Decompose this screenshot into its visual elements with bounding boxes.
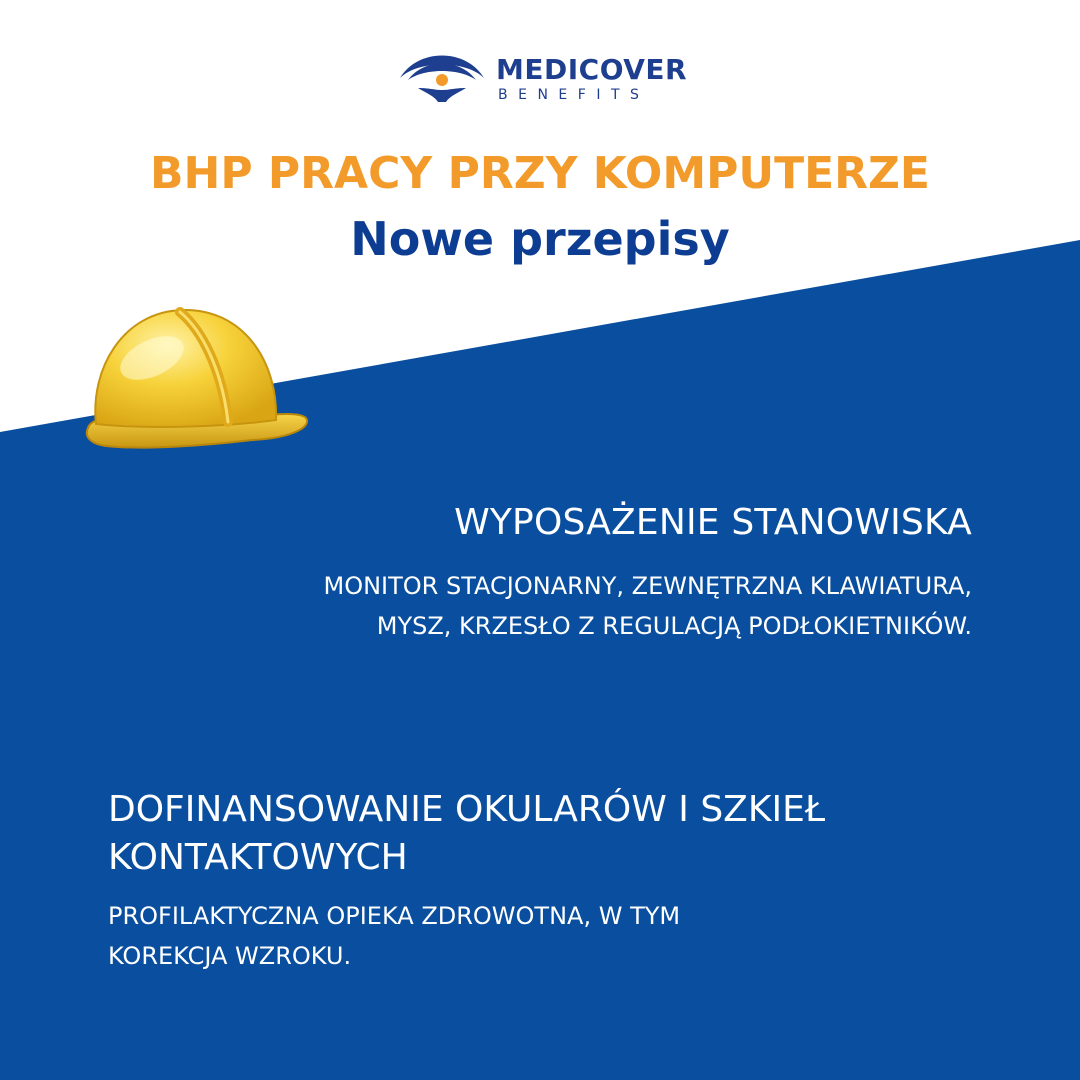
page-subtitle: Nowe przepisy [350, 212, 730, 266]
page-title: BHP PRACY PRZY KOMPUTERZE [150, 148, 930, 199]
section-body-equipment: MONITOR STACJONARNY, ZEWNĘTRZNA KLAWIATURA, MYSZ, KRZESŁO Z REGULACJĄ PODŁOKIETNIKÓW. [323, 572, 972, 640]
section-body-glasses: PROFILAKTYCZNA OPIEKA ZDROWOTNA, W TYM KOREKCJA WZROKU. [108, 902, 681, 970]
section-heading-glasses: DOFINANSOWANIE OKULARÓW I SZKIEŁ KONTAKTOWYCH [108, 789, 826, 878]
section-heading-equipment: WYPOSAŻENIE STANOWISKA [454, 502, 972, 543]
hard-hat-icon [82, 300, 312, 460]
medicover-benefits-logo [396, 44, 696, 108]
medicover-logo-icon [396, 44, 488, 108]
logo-name: MEDICOVER [496, 53, 688, 86]
logo-subtitle: BENEFITS [498, 87, 650, 103]
